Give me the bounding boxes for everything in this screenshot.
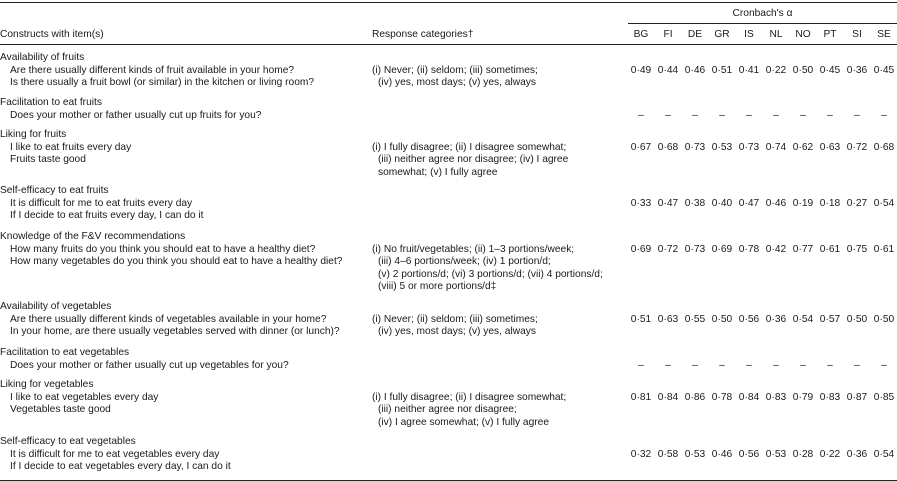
- alpha-value-is: 0·47: [738, 197, 760, 209]
- construct-item: Fruits taste good: [10, 154, 86, 165]
- alpha-value-is: 0·56: [738, 313, 760, 325]
- alpha-value-is: 0·56: [738, 448, 760, 460]
- alpha-value-de: 0·38: [684, 197, 706, 209]
- alpha-value-nl: 0·42: [765, 243, 787, 255]
- construct-item: I like to eat vegetables every day: [10, 391, 159, 403]
- alpha-value-bg: 0·33: [630, 197, 652, 209]
- construct-title: Knowledge of the F&V recommendations: [0, 231, 186, 242]
- alpha-value-de: 0·73: [684, 141, 706, 153]
- construct-item: Is there usually a fruit bowl (or similar) in the kitchen or living room?: [10, 77, 315, 88]
- construct-item: If I decide to eat fruits every day, I can do it: [10, 210, 204, 221]
- header-rule: [0, 44, 897, 45]
- alpha-value-fi: 0·68: [657, 141, 679, 153]
- alpha-value-no: –: [800, 109, 806, 121]
- alpha-value-nl: 0·53: [765, 448, 787, 460]
- alpha-value-pt: 0·57: [819, 313, 841, 325]
- response-categories: [372, 392, 566, 430]
- response-line: (i) I fully disagree; (ii) I disagree somewhat;: [372, 141, 567, 153]
- alpha-value-no: 0·79: [792, 391, 814, 403]
- alpha-value-bg: –: [638, 109, 644, 121]
- construct-cell: [0, 52, 314, 90]
- country-header-no: NO: [795, 29, 811, 40]
- alpha-value-gr: 0·53: [711, 141, 733, 153]
- construct-cell: [0, 347, 289, 372]
- alpha-value-se: 0·68: [873, 141, 895, 153]
- construct-cell: [0, 231, 342, 269]
- alpha-value-fi: 0·84: [657, 391, 679, 403]
- alpha-value-is: 0·78: [738, 243, 760, 255]
- cronbach-rule: [628, 23, 897, 24]
- response-line: (iv) yes, most days; (v) yes, always: [378, 77, 536, 88]
- alpha-value-bg: 0·51: [630, 313, 652, 325]
- alpha-value-nl: –: [773, 359, 779, 371]
- country-header-pt: PT: [823, 29, 837, 40]
- country-header-se: SE: [877, 29, 891, 40]
- response-line: (viii) 5 or more portions/d‡: [378, 281, 497, 292]
- alpha-value-is: 0·41: [738, 64, 760, 76]
- alpha-value-si: 0·36: [846, 64, 868, 76]
- alpha-value-si: 0·27: [846, 197, 868, 209]
- construct-title: Availability of fruits: [0, 52, 85, 63]
- response-categories: [372, 65, 538, 90]
- alpha-value-no: 0·54: [792, 313, 814, 325]
- country-header-nl: NL: [769, 29, 783, 40]
- alpha-value-pt: –: [827, 359, 833, 371]
- construct-cell: [0, 436, 231, 474]
- construct-item: I like to eat fruits every day: [10, 141, 132, 153]
- alpha-value-se: –: [881, 359, 887, 371]
- construct-cell: [0, 379, 158, 417]
- alpha-value-pt: 0·45: [819, 64, 841, 76]
- alpha-value-si: 0·50: [846, 313, 868, 325]
- alpha-value-si: 0·75: [846, 243, 868, 255]
- alpha-value-bg: 0·69: [630, 243, 652, 255]
- alpha-value-se: 0·50: [873, 313, 895, 325]
- alpha-value-gr: 0·50: [711, 313, 733, 325]
- construct-item: Does your mother or father usually cut up vegetables for you?: [10, 359, 289, 371]
- alpha-value-gr: 0·78: [711, 391, 733, 403]
- alpha-value-pt: 0·83: [819, 391, 841, 403]
- response-line: (iii) neither agree nor disagree;: [378, 404, 517, 415]
- response-line: (iii) 4–6 portions/week; (iv) 1 portion/d;: [378, 256, 551, 267]
- construct-title: Self-efficacy to eat fruits: [0, 185, 109, 196]
- alpha-value-nl: 0·83: [765, 391, 787, 403]
- response-categories: [372, 142, 568, 180]
- alpha-value-fi: 0·58: [657, 448, 679, 460]
- response-line: (i) Never; (ii) seldom; (iii) sometimes;: [372, 313, 538, 325]
- response-categories: [372, 244, 603, 294]
- construct-cell: [0, 129, 131, 167]
- alpha-value-si: 0·87: [846, 391, 868, 403]
- alpha-value-si: 0·72: [846, 141, 868, 153]
- response-line: (v) 2 portions/d; (vi) 3 portions/d; (vii) 4 portions/d;: [378, 268, 603, 280]
- construct-item: Vegetables taste good: [10, 404, 111, 415]
- alpha-value-gr: –: [719, 109, 725, 121]
- construct-item: It is difficult for me to eat vegetables every day: [10, 448, 220, 460]
- alpha-value-de: 0·53: [684, 448, 706, 460]
- alpha-value-se: 0·45: [873, 64, 895, 76]
- alpha-value-pt: 0·18: [819, 197, 841, 209]
- alpha-value-bg: 0·49: [630, 64, 652, 76]
- alpha-value-si: 0·36: [846, 448, 868, 460]
- alpha-value-pt: 0·61: [819, 243, 841, 255]
- alpha-value-gr: 0·69: [711, 243, 733, 255]
- alpha-value-fi: –: [665, 359, 671, 371]
- construct-item: If I decide to eat vegetables every day, I can do it: [10, 461, 231, 472]
- response-line: somewhat; (v) I fully agree: [378, 166, 498, 178]
- construct-item: How many vegetables do you think you should eat to have a healthy diet?: [10, 256, 343, 267]
- alpha-value-pt: 0·63: [819, 141, 841, 153]
- country-header-fi: FI: [663, 29, 673, 40]
- country-header-bg: BG: [633, 29, 649, 40]
- alpha-value-nl: 0·46: [765, 197, 787, 209]
- alpha-value-pt: –: [827, 109, 833, 121]
- alpha-value-bg: 0·67: [630, 141, 652, 153]
- alpha-value-nl: 0·74: [765, 141, 787, 153]
- alpha-value-no: 0·19: [792, 197, 814, 209]
- alpha-value-fi: 0·44: [657, 64, 679, 76]
- alpha-value-se: 0·54: [873, 448, 895, 460]
- country-header-gr: GR: [714, 29, 730, 40]
- alpha-value-de: 0·46: [684, 64, 706, 76]
- construct-column-header: Constructs with item(s): [0, 29, 104, 40]
- alpha-value-gr: –: [719, 359, 725, 371]
- alpha-value-bg: –: [638, 359, 644, 371]
- alpha-value-de: 0·73: [684, 243, 706, 255]
- alpha-value-fi: –: [665, 109, 671, 121]
- alpha-value-is: –: [746, 109, 752, 121]
- response-categories: [372, 314, 538, 339]
- alpha-value-gr: 0·51: [711, 64, 733, 76]
- country-header-si: SI: [852, 29, 862, 40]
- alpha-value-gr: 0·40: [711, 197, 733, 209]
- alpha-value-fi: 0·72: [657, 243, 679, 255]
- alpha-value-se: –: [881, 109, 887, 121]
- alpha-value-fi: 0·63: [657, 313, 679, 325]
- country-header-de: DE: [687, 29, 703, 40]
- alpha-value-no: 0·28: [792, 448, 814, 460]
- alpha-value-se: 0·61: [873, 243, 895, 255]
- alpha-value-nl: –: [773, 109, 779, 121]
- alpha-value-no: –: [800, 359, 806, 371]
- construct-title: Facilitation to eat fruits: [0, 97, 102, 108]
- alpha-value-pt: 0·22: [819, 448, 841, 460]
- alpha-value-gr: 0·46: [711, 448, 733, 460]
- top-rule: [0, 2, 897, 3]
- alpha-value-bg: 0·81: [630, 391, 652, 403]
- construct-title: Liking for vegetables: [0, 379, 94, 390]
- construct-item: Are there usually different kinds of vegetables available in your home?: [10, 313, 327, 325]
- alpha-value-is: –: [746, 359, 752, 371]
- alpha-value-no: 0·62: [792, 141, 814, 153]
- alpha-value-de: –: [692, 109, 698, 121]
- construct-item: In your home, are there usually vegetables served with dinner (or lunch)?: [10, 326, 340, 337]
- construct-title: Liking for fruits: [0, 129, 67, 140]
- construct-item: It is difficult for me to eat fruits every day: [10, 197, 193, 209]
- alpha-value-de: –: [692, 359, 698, 371]
- alpha-value-no: 0·77: [792, 243, 814, 255]
- construct-title: Availability of vegetables: [0, 301, 112, 312]
- response-column-header: Response categories†: [372, 29, 474, 40]
- alpha-value-se: 0·54: [873, 197, 895, 209]
- country-header-is: IS: [744, 29, 754, 40]
- construct-cell: [0, 185, 203, 223]
- construct-item: Are there usually different kinds of fruit available in your home?: [10, 64, 295, 76]
- cronbach-header: Cronbach's α: [732, 8, 793, 19]
- alpha-value-nl: 0·22: [765, 64, 787, 76]
- construct-cell: [0, 301, 340, 339]
- alpha-value-no: 0·50: [792, 64, 814, 76]
- alpha-value-fi: 0·47: [657, 197, 679, 209]
- construct-item: How many fruits do you think you should eat to have a healthy diet?: [10, 243, 316, 255]
- alpha-value-is: 0·73: [738, 141, 760, 153]
- alpha-value-nl: 0·36: [765, 313, 787, 325]
- alpha-value-bg: 0·32: [630, 448, 652, 460]
- construct-title: Self-efficacy to eat vegetables: [0, 436, 136, 447]
- response-line: (i) No fruit/vegetables; (ii) 1–3 portions/week;: [372, 243, 575, 255]
- construct-cell: [0, 97, 261, 122]
- construct-title: Facilitation to eat vegetables: [0, 347, 130, 358]
- response-line: (i) I fully disagree; (ii) I disagree somewhat;: [372, 391, 567, 403]
- response-line: (iv) yes, most days; (v) yes, always: [378, 326, 536, 337]
- response-line: (iv) I agree somewhat; (v) I fully agree: [378, 416, 549, 428]
- alpha-value-si: –: [854, 109, 860, 121]
- alpha-value-is: 0·84: [738, 391, 760, 403]
- alpha-value-se: 0·85: [873, 391, 895, 403]
- alpha-value-de: 0·86: [684, 391, 706, 403]
- alpha-value-si: –: [854, 359, 860, 371]
- response-line: (iii) neither agree nor disagree; (iv) I agree: [378, 154, 569, 165]
- response-line: (i) Never; (ii) seldom; (iii) sometimes;: [372, 64, 538, 76]
- construct-item: Does your mother or father usually cut up fruits for you?: [10, 109, 262, 121]
- alpha-value-de: 0·55: [684, 313, 706, 325]
